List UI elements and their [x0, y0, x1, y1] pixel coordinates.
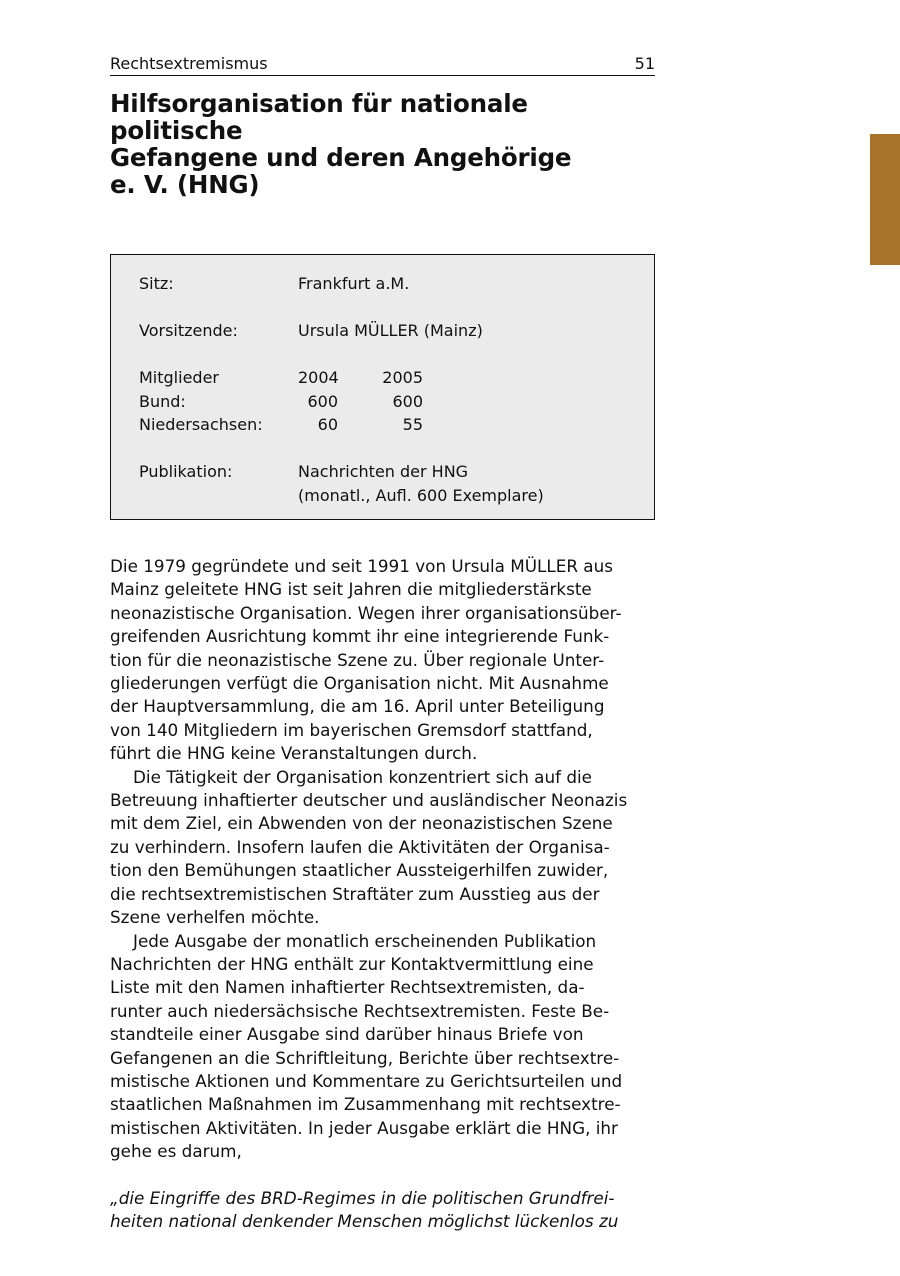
- title-line-1: Hilfsorganisation für nationale politische: [110, 89, 528, 145]
- text-line: mistische Aktionen und Kommentare zu Gerichtsurteilen und: [110, 1070, 623, 1091]
- bund-label: Bund:: [139, 391, 186, 411]
- info-row-publikation: [139, 460, 654, 507]
- vorsitz-value: Ursula MÜLLER (Mainz): [298, 321, 483, 340]
- niedersachsen-2005: 55: [402, 415, 423, 434]
- mitglieder-label: Mitglieder: [139, 368, 219, 387]
- publikation-line-2: (monatl., Aufl. 600 Exemplare): [298, 485, 544, 505]
- text-line: führt die HNG keine Veranstaltungen durch.: [110, 743, 478, 764]
- text-line: Gefangenen an die Schriftleitung, Berichte über rechtsextre-: [110, 1047, 620, 1068]
- publikation-label: Publikation:: [139, 462, 233, 481]
- niedersachsen-label: Niedersachsen:: [139, 415, 263, 434]
- text-line: Liste mit den Namen inhaftierter Rechtsextremisten, da-: [110, 977, 585, 998]
- quote-line: heiten national denkender Menschen möglichst lückenlos zu: [110, 1211, 619, 1232]
- text-line: tion für die neonazistische Szene zu. Über regionale Unter-: [110, 649, 605, 670]
- paragraph-1: [110, 555, 655, 766]
- text-line: staatlichen Maßnahmen im Zusammenhang mit rechtsextre-: [110, 1094, 621, 1115]
- info-row-vorsitz: [139, 319, 654, 343]
- info-row-mitglieder: [139, 366, 654, 390]
- vorsitz-label: Vorsitzende:: [139, 321, 238, 340]
- sitz-value: Frankfurt a.M.: [298, 274, 410, 293]
- text-line: Szene verhelfen möchte.: [110, 907, 320, 928]
- year-2005: 2005: [382, 368, 423, 387]
- year-2004: 2004: [298, 368, 339, 387]
- chapter-tab-marker: [870, 134, 900, 265]
- title-line-2: Gefangene und deren Angehörige: [110, 143, 572, 172]
- text-line: runter auch niedersächsische Rechtsextremisten. Feste Be-: [110, 1000, 610, 1021]
- text-line: Nachrichten der HNG enthält zur Kontaktvermittlung eine: [110, 953, 594, 974]
- text-line: gliederungen verfügt die Organisation nicht. Mit Ausnahme: [110, 673, 609, 694]
- bund-2005: 600: [392, 391, 423, 411]
- text-line: Jede Ausgabe der monatlich erscheinenden Publikation: [133, 930, 597, 951]
- publikation-line-1: Nachrichten der HNG: [298, 462, 469, 481]
- text-line: die rechtsextremistischen Straftäter zum Ausstieg aus der: [110, 883, 600, 904]
- text-line: tion den Bemühungen staatlicher Aussteigerhilfen zuwider,: [110, 860, 609, 881]
- text-line: der Hauptversammlung, die am 16. April unter Beteiligung: [110, 696, 605, 717]
- text-line: mistischen Aktivitäten. In jeder Ausgabe erklärt die HNG, ihr: [110, 1117, 618, 1138]
- quote-line: „die Eingriffe des BRD-Regimes in die politischen Grundfrei-: [110, 1187, 615, 1208]
- info-row-niedersachsen: [139, 413, 654, 437]
- running-header: [110, 54, 655, 76]
- info-row-sitz: [139, 272, 654, 296]
- text-line: Die Tätigkeit der Organisation konzentriert sich auf die: [133, 766, 592, 787]
- paragraph-2: [110, 766, 655, 930]
- text-line: zu verhindern. Insofern laufen die Aktivitäten der Organisa-: [110, 836, 610, 857]
- page-title: [110, 90, 655, 198]
- page-content: [110, 54, 655, 1234]
- header-page-number: 51: [634, 54, 655, 73]
- paragraph-3: [110, 930, 655, 1164]
- title-line-3: e. V. (HNG): [110, 170, 260, 199]
- text-line: Betreuung inhaftierter deutscher und ausländischer Neonazis: [110, 790, 628, 811]
- publikation-value: [298, 460, 544, 507]
- text-line: Die 1979 gegründete und seit 1991 von Ursula MÜLLER aus: [110, 556, 613, 576]
- text-line: gehe es darum,: [110, 1141, 242, 1162]
- text-line: mit dem Ziel, ein Abwenden von der neonazistischen Szene: [110, 813, 613, 834]
- text-line: greifenden Ausrichtung kommt ihr eine integrierende Funk-: [110, 626, 610, 647]
- body-text: [110, 555, 655, 1234]
- header-section: Rechtsextremismus: [110, 54, 268, 73]
- niedersachsen-2004: 60: [317, 415, 338, 434]
- text-line: standteile einer Ausgabe sind darüber hinaus Briefe von: [110, 1024, 584, 1045]
- text-line: neonazistische Organisation. Wegen ihrer organisationsüber-: [110, 602, 622, 623]
- info-box: [110, 254, 655, 520]
- text-line: Mainz geleitete HNG ist seit Jahren die mitgliederstärkste: [110, 579, 592, 600]
- quote: [110, 1187, 655, 1234]
- sitz-label: Sitz:: [139, 274, 174, 293]
- bund-2004: 600: [307, 391, 338, 411]
- text-line: von 140 Mitgliedern im bayerischen Gremsdorf stattfand,: [110, 719, 593, 740]
- info-row-bund: [139, 390, 654, 414]
